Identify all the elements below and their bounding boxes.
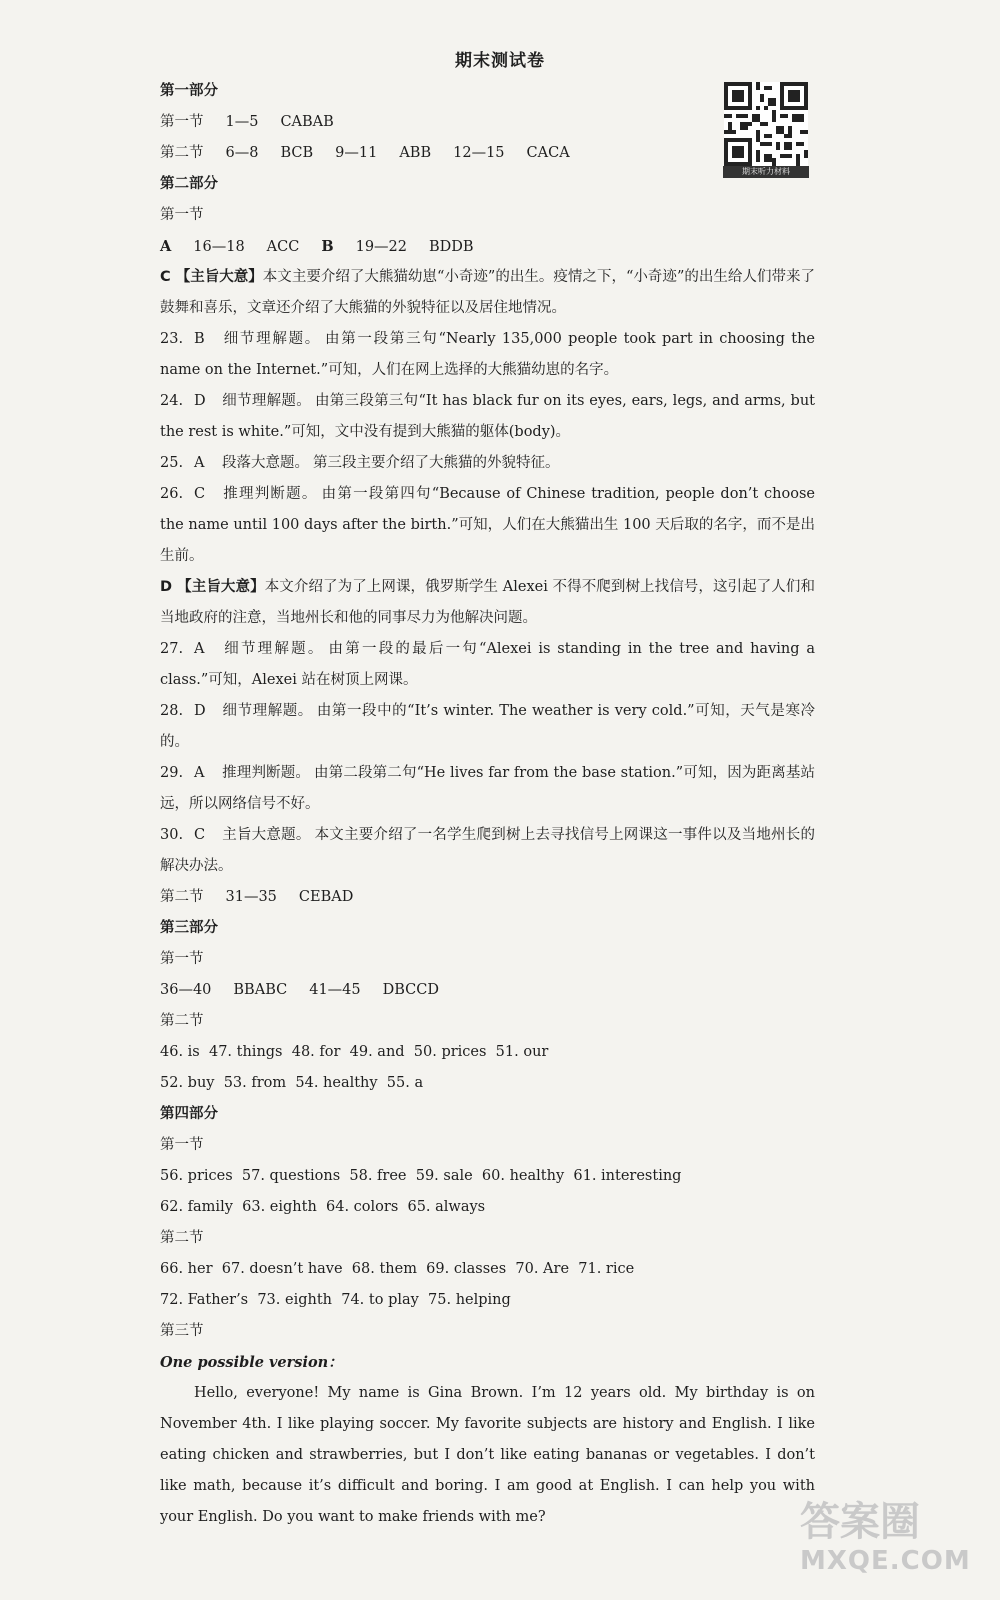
- part4-sec2-label: 第二节: [160, 1230, 204, 1246]
- part2-line-a: A 16—18 ACC B 19—22 BDDB: [160, 238, 474, 255]
- watermark: [800, 1500, 990, 1590]
- question-30: 30. C 主旨大意题。 本文主要介绍了一名学生爬到树上去寻找信号上网课这一事件以及当地州长的解决办法。: [160, 827, 816, 874]
- part4-heading: 第四部分: [160, 1106, 218, 1122]
- part2-sec2-line: 第二节 31—35 CEBAD: [160, 889, 354, 905]
- part4-sec2-line2: 72. Father’s 73. eighth 74. to play 75. helping: [160, 1292, 511, 1308]
- version-label: One possible version：: [160, 1354, 343, 1371]
- question-27: 27. A 细节理解题。 由第一段的最后一句“Alexei is standing in the tree and having a class.”可知，Alexei 站在树顶上网课。: [160, 641, 816, 688]
- part4-sec1-line2: 62. family 63. eighth 64. colors 65. always: [160, 1199, 486, 1215]
- qr-caption: 期末听力材料: [723, 166, 809, 178]
- part4-sec1-line1: 56. prices 57. questions 58. free 59. sale 60. healthy 61. interesting: [160, 1168, 682, 1184]
- question-23: 23. B 细节理解题。 由第一段第三句“Nearly 135,000 people took part in choosing the name on the Internet.”可知，人们在网上选择的大熊猫幼崽的名字。: [160, 331, 815, 378]
- part3-sec1-label: 第一节: [160, 951, 204, 967]
- part3-heading: 第三部分: [160, 920, 218, 936]
- d-summary: D 【主旨大意】本文介绍了为了上网课，俄罗斯学生 Alexei 不得不爬到树上找信号，这引起了人们和当地政府的注意，当地州长和他的同事尽力为他解决问题。: [160, 579, 815, 626]
- page-title: 期末测试卷: [455, 51, 545, 71]
- watermark-line1: 答案圈: [800, 1499, 920, 1545]
- part4-sec3-label: 第三节: [160, 1323, 204, 1339]
- part4-sec2-line1: 66. her 67. doesn’t have 68. them 69. classes 70. Are 71. rice: [160, 1261, 635, 1277]
- part2-sec1-label: 第一节: [160, 207, 204, 223]
- question-28: 28. D 细节理解题。 由第一段中的“It’s winter. The weather is very cold.”可知，天气是寒冷的。: [160, 703, 816, 750]
- part4-sec1-label: 第一节: [160, 1137, 204, 1153]
- question-24: 24. D 细节理解题。 由第三段第三句“It has black fur on its eyes, ears, legs, and arms, but the rest is white.”可知，文中没有提到大熊猫的躯体(body)。: [160, 393, 815, 440]
- answer-content: [160, 76, 815, 1533]
- part1-sec1-line: 第一节 1—5 CABAB: [160, 114, 334, 130]
- part3-sec1-line: 36—40 BBABC 41—45 DBCCD: [160, 982, 439, 998]
- part3-sec2-line2: 52. buy 53. from 54. healthy 55. a: [160, 1075, 424, 1091]
- question-25: 25. A 段落大意题。 第三段主要介绍了大熊猫的外貌特征。: [160, 455, 560, 471]
- question-29: 29. A 推理判断题。 由第二段第二句“He lives far from the base station.”可知，因为距离基站远，所以网络信号不好。: [160, 765, 815, 812]
- c-summary: C 【主旨大意】本文主要介绍了大熊猫幼崽“小奇迹”的出生。疫情之下，“小奇迹”的出生给人们带来了鼓舞和喜乐，文章还介绍了大熊猫的外貌特征以及居住地情况。: [160, 269, 815, 316]
- part3-sec2-line1: 46. is 47. things 48. for 49. and 50. prices 51. our: [160, 1044, 549, 1060]
- watermark-line2: MXQE.COM: [800, 1546, 971, 1576]
- part1-heading: 第一部分: [160, 83, 218, 99]
- part3-sec2-label: 第二节: [160, 1013, 204, 1029]
- part2-heading: 第二部分: [160, 176, 218, 192]
- part1-sec2-line: 第二节 6—8 BCB 9—11 ABB 12—15 CACA: [160, 145, 570, 161]
- sample-essay: Hello, everyone! My name is Gina Brown. I’m 12 years old. My birthday is on November 4th. I like playing soccer. My favorite subjects are history and English. I like eating chicken and strawberries, but I don’t like eating bananas or vegetables. I don’t like math, because it’s difficult and boring. I am good at English. I can help you with your English. Do you want to make friends with me?: [160, 1385, 815, 1525]
- question-26: 26. C 推理判断题。 由第一段第四句“Because of Chinese tradition, people don’t choose the name until 100 days after the birth.”可知，人们在大熊猫出生 100 天后取的名字，而不是出生前。: [160, 486, 816, 564]
